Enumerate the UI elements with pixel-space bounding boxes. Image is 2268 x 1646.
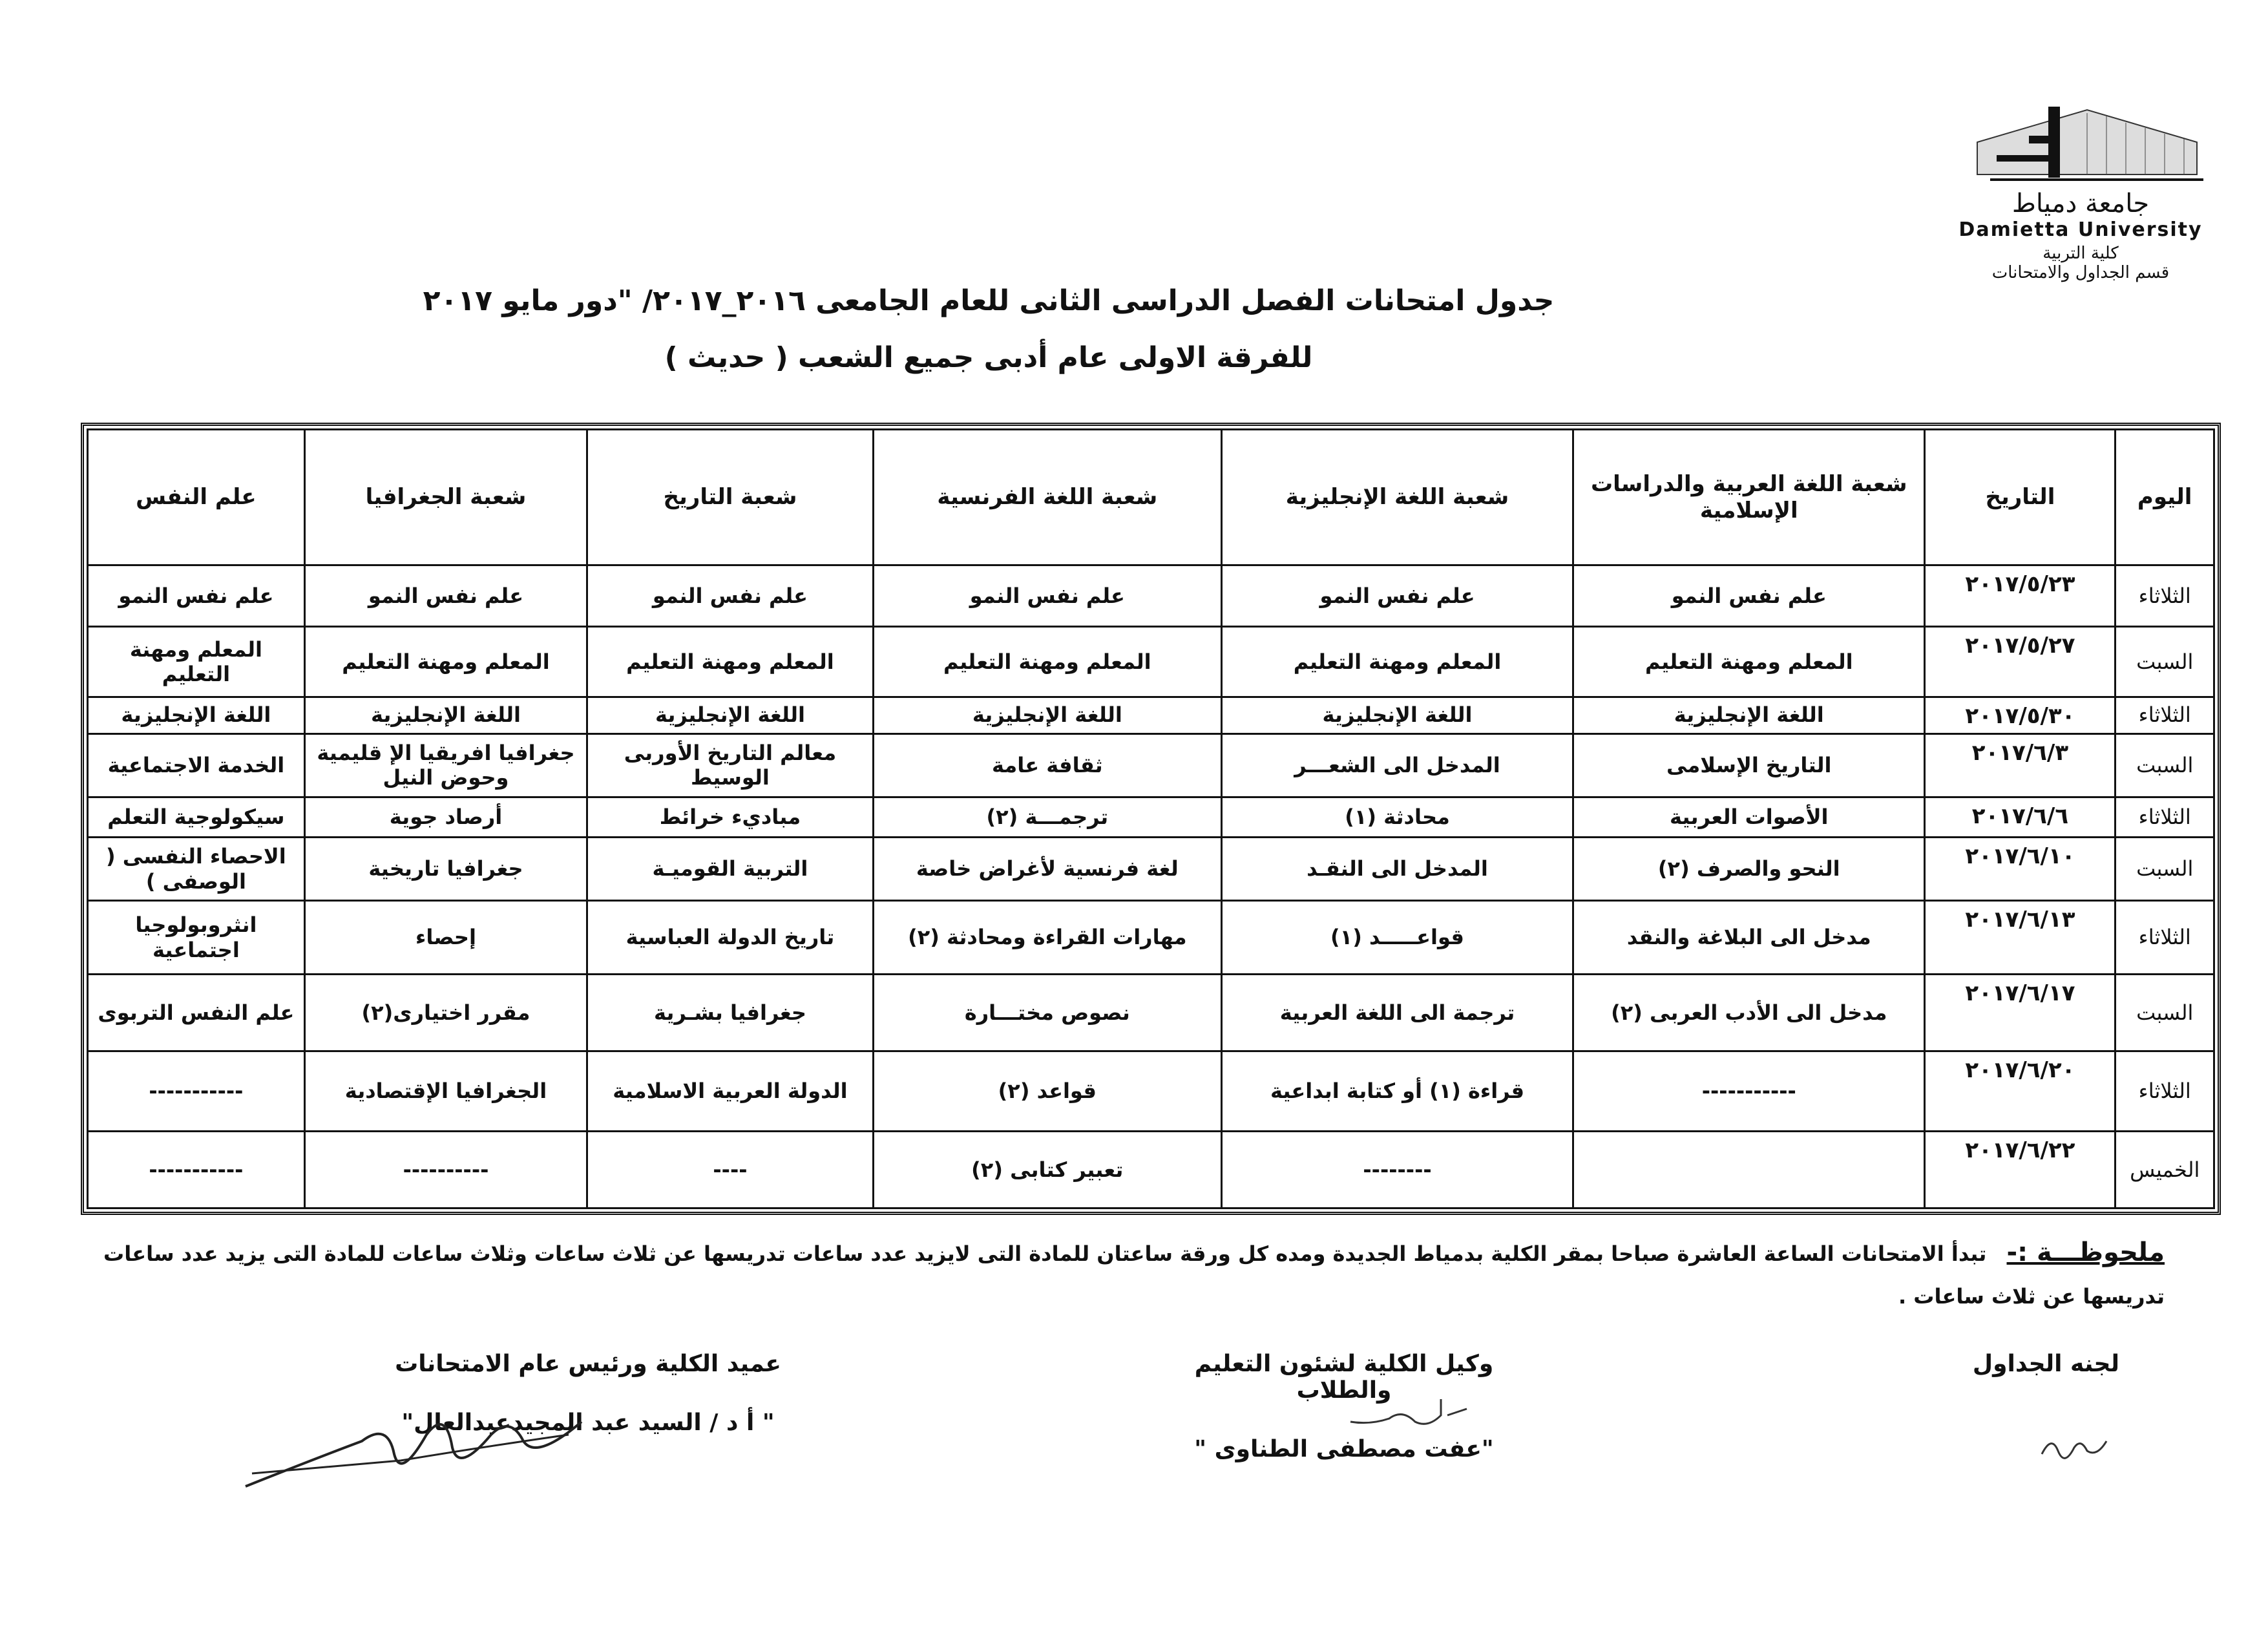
- day-cell: السبت: [2116, 627, 2214, 697]
- subject-cell: علم نفس النمو: [873, 565, 1221, 627]
- vice-dean-name: "عفت مصطفى الطناوى ": [1194, 1436, 1494, 1462]
- header-french: شعبة اللغة الفرنسية: [873, 430, 1221, 565]
- subject-cell: اللغة الإنجليزية: [1573, 697, 1925, 733]
- subject-cell: المدخل الى النقـد: [1221, 837, 1573, 900]
- subject-cell: علم النفس التربوى: [88, 974, 305, 1051]
- subject-cell: مباديء خرائط: [587, 797, 874, 837]
- subject-cell: --------: [1221, 1131, 1573, 1208]
- subject-cell: أرصاد جوية: [304, 797, 587, 837]
- day-cell: السبت: [2116, 733, 2214, 797]
- subject-cell: اللغة الإنجليزية: [304, 697, 587, 733]
- header-psychology: علم النفس: [88, 430, 305, 565]
- committee-handwritten-signature: [2035, 1422, 2113, 1467]
- subject-cell: علم نفس النمو: [304, 565, 587, 627]
- date-cell: ٢٠١٧/٥/٣٠: [1925, 697, 2116, 733]
- schedule-title: جدول امتحانات الفصل الدراسى الثانى للعام الجامعى ٢٠١٦_٢٠١٧/ "دور مايو ٢٠١٧: [423, 284, 1555, 317]
- subject-cell: انثروبولوجيا اجتماعية: [88, 901, 305, 975]
- schedule-subtitle: للفرقة الاولى عام أدبى جميع الشعب ( حديث ): [664, 341, 1313, 374]
- subject-cell: علم نفس النمو: [587, 565, 874, 627]
- subject-cell: ثقافة عامة: [873, 733, 1221, 797]
- note-label: ملحوظـــة :-: [2006, 1238, 2165, 1267]
- table-row: [88, 697, 2214, 733]
- note-text: تبدأ الامتحانات الساعة العاشرة صباحا بمقر الكلية بدمياط الجديدة ومده كل ورقة ساعتان للمادة التى لايزيد عدد ساعات تدريسها عن ثلاث ساعات وثلاث ساعات للمادة التى يزيد عدد ساعات تدريسها عن ثلاث ساعات .: [103, 1241, 2165, 1309]
- subject-cell: اللغة الإنجليزية: [1221, 697, 1573, 733]
- university-logo-block: [1945, 97, 2216, 282]
- university-name-english: Damietta University: [1958, 218, 2203, 241]
- table-body: [88, 565, 2214, 1208]
- subject-cell: الأصوات العربية: [1573, 797, 1925, 837]
- day-cell: السبت: [2116, 974, 2214, 1051]
- subject-cell: قواعـــــد (١): [1221, 901, 1573, 975]
- header-day: اليوم: [2116, 430, 2214, 565]
- subject-cell: الدولة العربية الاسلامية: [587, 1051, 874, 1131]
- table-header-row: [88, 430, 2214, 565]
- day-cell: الثلاثاء: [2116, 901, 2214, 975]
- day-cell: السبت: [2116, 837, 2214, 900]
- subject-cell: جغرافيا بشـرية: [587, 974, 874, 1051]
- subject-cell: اللغة الإنجليزية: [873, 697, 1221, 733]
- subject-cell: المعلم ومهنة التعليم: [1221, 627, 1573, 697]
- subject-cell: ترجمـــة (٢): [873, 797, 1221, 837]
- day-cell: الثلاثاء: [2116, 565, 2214, 627]
- table-row: [88, 974, 2214, 1051]
- faculty-name: كلية التربية: [2042, 244, 2119, 263]
- subject-cell: -----------: [1573, 1051, 1925, 1131]
- date-cell: ٢٠١٧/٦/٢٠: [1925, 1051, 2116, 1131]
- dean-role: عميد الكلية ورئيس عام الامتحانات: [395, 1351, 781, 1377]
- subject-cell: المعلم ومهنة التعليم: [873, 627, 1221, 697]
- subject-cell: ----: [587, 1131, 874, 1208]
- subject-cell: -----------: [88, 1051, 305, 1131]
- date-cell: ٢٠١٧/٦/٦: [1925, 797, 2116, 837]
- department-name: قسم الجداول والامتحانات: [1991, 263, 2170, 282]
- subject-cell: محادثة (١): [1221, 797, 1573, 837]
- subject-cell: اللغة الإنجليزية: [587, 697, 874, 733]
- day-cell: الخميس: [2116, 1131, 2214, 1208]
- subject-cell: إحصاء: [304, 901, 587, 975]
- exam-schedule-table: [87, 428, 2215, 1209]
- header-english: شعبة اللغة الإنجليزية: [1221, 430, 1573, 565]
- subject-cell: جغرافيا تاريخية: [304, 837, 587, 900]
- subject-cell: ترجمة الى اللغة العربية: [1221, 974, 1573, 1051]
- date-cell: ٢٠١٧/٦/١٣: [1925, 901, 2116, 975]
- subject-cell: مدخل الى الأدب العربى (٢): [1573, 974, 1925, 1051]
- subject-cell: علم نفس النمو: [1573, 565, 1925, 627]
- table-row: [88, 1051, 2214, 1131]
- subject-cell: الجغرافيا الإقتصادية: [304, 1051, 587, 1131]
- subject-cell: علم نفس النمو: [1221, 565, 1573, 627]
- subject-cell: علم نفس النمو: [88, 565, 305, 627]
- subject-cell: قواعد (٢): [873, 1051, 1221, 1131]
- subject-cell: المعلم ومهنة التعليم: [304, 627, 587, 697]
- day-cell: الثلاثاء: [2116, 697, 2214, 733]
- subject-cell: تعبير كتابى (٢): [873, 1131, 1221, 1208]
- subject-cell: ----------: [304, 1131, 587, 1208]
- subject-cell: التاريخ الإسلامى: [1573, 733, 1925, 797]
- subject-cell: معالم التاريخ الأوربى الوسيط: [587, 733, 874, 797]
- date-cell: ٢٠١٧/٦/١٧: [1925, 974, 2116, 1051]
- subject-cell: مقرر اختيارى(٢): [304, 974, 587, 1051]
- subject-cell: المعلم ومهنة التعليم: [587, 627, 874, 697]
- table-row: [88, 627, 2214, 697]
- date-cell: ٢٠١٧/٥/٢٧: [1925, 627, 2116, 697]
- subject-cell: المعلم ومهنة التعليم: [88, 627, 305, 697]
- day-cell: الثلاثاء: [2116, 1051, 2214, 1131]
- subject-cell: اللغة الإنجليزية: [88, 697, 305, 733]
- subject-cell: قراءة (١) أو كتابة ابداعية: [1221, 1051, 1573, 1131]
- subject-cell: المدخل الى الشعـــر: [1221, 733, 1573, 797]
- subject-cell: النحو والصرف (٢): [1573, 837, 1925, 900]
- vice-dean-handwritten-signature: [1344, 1389, 1473, 1441]
- dean-name: " أ د / السيد عبد المجيدعبدالعال": [401, 1409, 775, 1436]
- subject-cell: -----------: [88, 1131, 305, 1208]
- header-history: شعبة التاريخ: [587, 430, 874, 565]
- subject-cell: جغرافيا افريقيا الإ قليمية وحوض النيل: [304, 733, 587, 797]
- subject-cell: نصوص مختـــارة: [873, 974, 1221, 1051]
- subject-cell: الخدمة الاجتماعية: [88, 733, 305, 797]
- table-row: [88, 837, 2214, 900]
- subject-cell: لغة فرنسية لأغراض خاصة: [873, 837, 1221, 900]
- subject-cell: المعلم ومهنة التعليم: [1573, 627, 1925, 697]
- subject-cell: الاحصاء النفسى ( الوصفى ): [88, 837, 305, 900]
- subject-cell: مهارات القراءة ومحادثة (٢): [873, 901, 1221, 975]
- committee-role: لجنه الجداول: [1972, 1351, 2119, 1377]
- date-cell: ٢٠١٧/٦/٢٢: [1925, 1131, 2116, 1208]
- signature-committee: [1973, 1351, 2119, 1409]
- date-cell: ٢٠١٧/٦/١٠: [1925, 837, 2116, 900]
- exam-note: [97, 1228, 2165, 1316]
- subject-cell: [1573, 1131, 1925, 1208]
- exam-schedule-table-frame: [81, 423, 2221, 1215]
- day-cell: الثلاثاء: [2116, 797, 2214, 837]
- subject-cell: مدخل الى البلاغة والنقد: [1573, 901, 1925, 975]
- table-row: [88, 733, 2214, 797]
- header-geography: شعبة الجغرافيا: [304, 430, 587, 565]
- vice-dean-role: وكيل الكلية لشئون التعليم والطلاب: [1194, 1351, 1494, 1404]
- header-arabic-islamic: شعبة اللغة العربية والدراسات الإسلامية: [1573, 430, 1925, 565]
- table-row: [88, 901, 2214, 975]
- header-date: التاريخ: [1925, 430, 2116, 565]
- table-row: [88, 797, 2214, 837]
- subject-cell: تاريخ الدولة العباسية: [587, 901, 874, 975]
- subject-cell: التربية القوميـة: [587, 837, 874, 900]
- university-name-arabic: جامعة دمياط: [2011, 189, 2150, 218]
- table-row: [88, 1131, 2214, 1208]
- date-cell: ٢٠١٧/٥/٢٣: [1925, 565, 2116, 627]
- university-logo: [1951, 97, 2210, 194]
- dean-handwritten-signature: [233, 1396, 594, 1499]
- date-cell: ٢٠١٧/٦/٣: [1925, 733, 2116, 797]
- table-row: [88, 565, 2214, 627]
- subject-cell: سيكولوجية التعلم: [88, 797, 305, 837]
